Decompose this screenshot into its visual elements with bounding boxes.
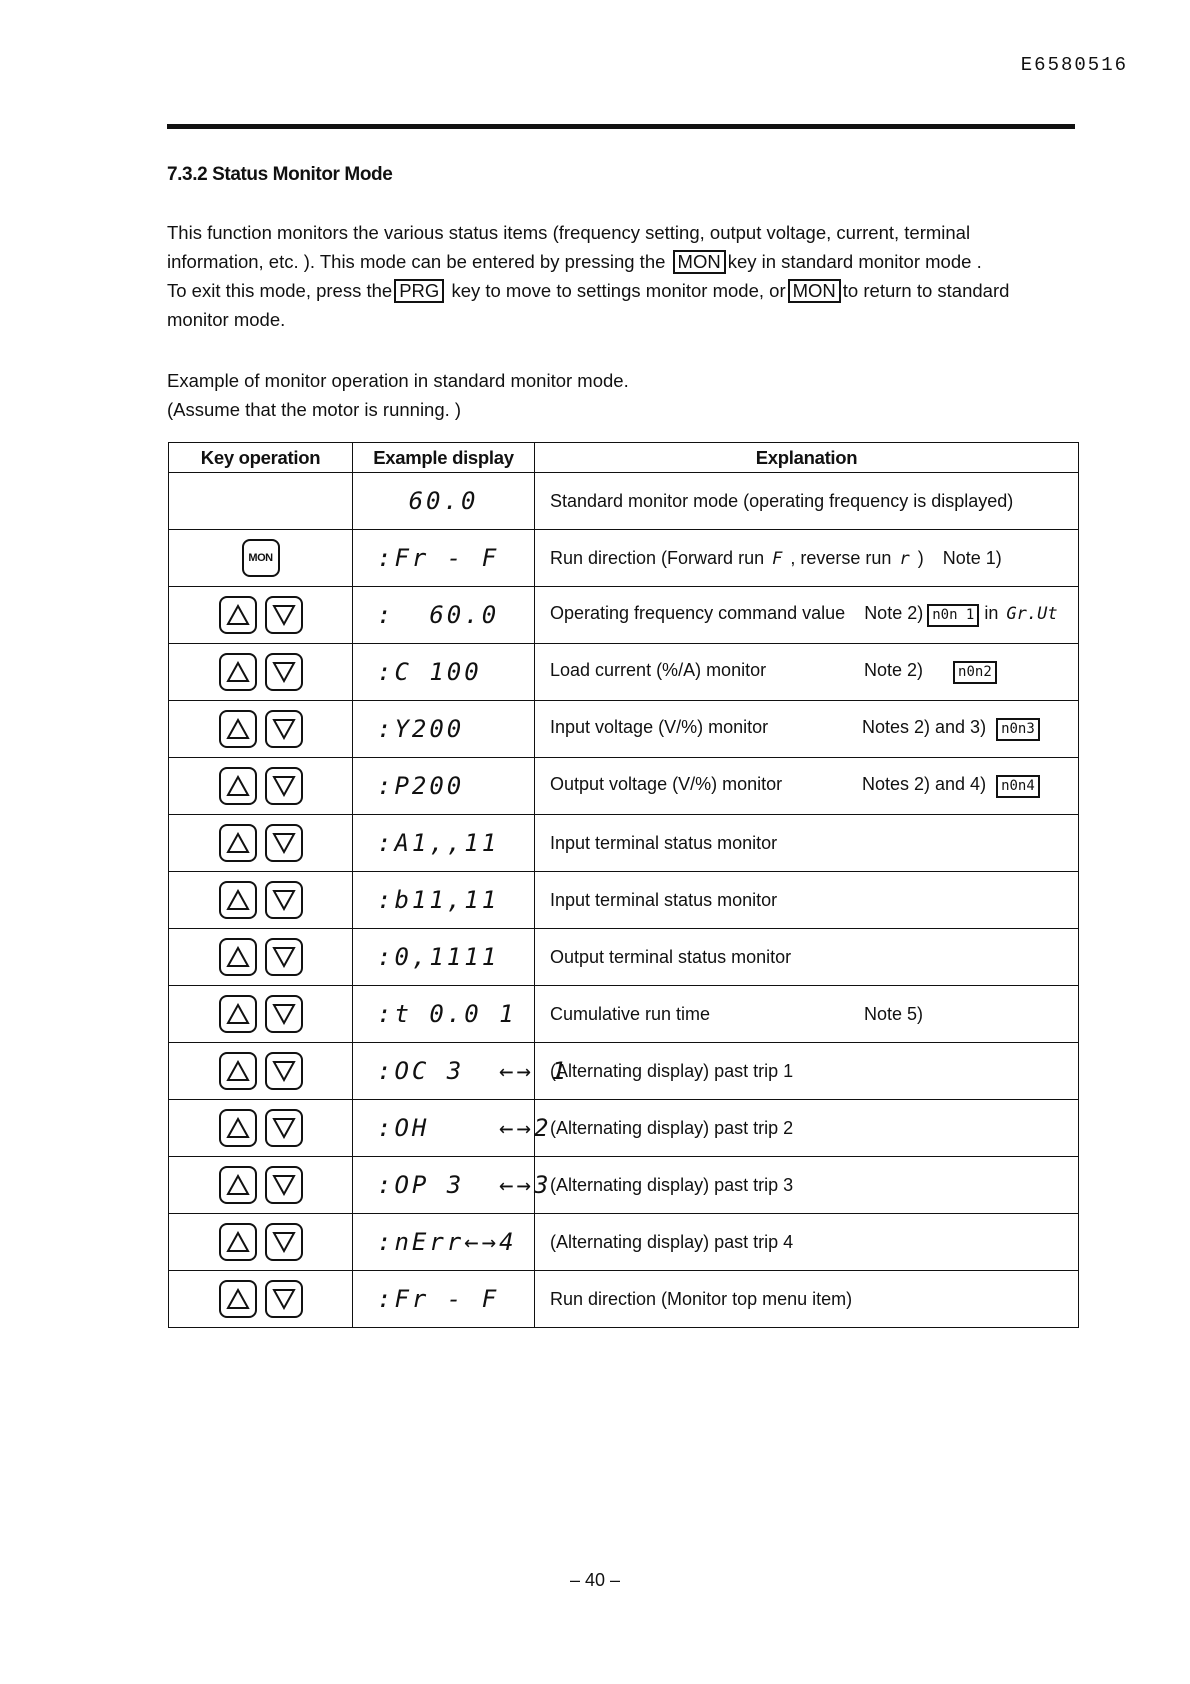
up-triangle-icon <box>226 775 250 797</box>
mon-key-button[interactable]: MON <box>242 539 280 577</box>
explanation-cell: Output terminal status monitor <box>535 929 1079 986</box>
down-triangle-icon <box>272 946 296 968</box>
down-key-button[interactable] <box>265 881 303 919</box>
up-triangle-icon <box>226 1231 250 1253</box>
up-triangle-icon <box>226 832 250 854</box>
down-key-button[interactable] <box>265 1280 303 1318</box>
up-key-button[interactable] <box>219 995 257 1033</box>
up-key-button[interactable] <box>219 596 257 634</box>
explanation-cell: (Alternating display) past trip 3 <box>535 1157 1079 1214</box>
up-key-button[interactable] <box>219 1052 257 1090</box>
intro-line-3-a: To exit this mode, press the <box>167 280 393 301</box>
display-cell: :Y200 <box>353 701 535 758</box>
down-key-button[interactable] <box>265 938 303 976</box>
section-title: 7.3.2 Status Monitor Mode <box>167 164 393 185</box>
note-label: Note 2) <box>864 660 924 680</box>
up-triangle-icon <box>226 1117 250 1139</box>
exp-text-a: Run direction (Forward run <box>550 547 765 568</box>
down-triangle-icon <box>272 1003 296 1025</box>
parameter-code-box: n0n4 <box>996 775 1040 798</box>
table-row <box>169 986 1079 1043</box>
key-cell <box>169 1271 353 1328</box>
display-cell: :P200 <box>353 758 535 815</box>
forward-symbol: F <box>772 548 783 569</box>
explanation-cell: (Alternating display) past trip 2 <box>535 1100 1079 1157</box>
monitor-operation-table <box>168 442 1079 1328</box>
display-cell: :OP 3 ←→3 <box>353 1157 535 1214</box>
example-line-2: (Assume that the motor is running. ) <box>167 399 462 420</box>
note-label: Note 5) <box>864 1003 924 1024</box>
key-cell <box>169 701 353 758</box>
down-triangle-icon <box>272 1117 296 1139</box>
key-cell <box>169 758 353 815</box>
display-cell: :C 100 <box>353 644 535 701</box>
intro-line-4: monitor mode. <box>167 309 286 330</box>
exp-text-b: , reverse run <box>790 547 892 568</box>
down-triangle-icon <box>272 832 296 854</box>
exp-text-a: Output voltage (V/%) monitor <box>550 774 783 794</box>
down-triangle-icon <box>272 661 296 683</box>
up-triangle-icon <box>226 889 250 911</box>
table-row <box>169 587 1079 644</box>
explanation-cell: Run direction (Monitor top menu item) <box>535 1271 1079 1328</box>
up-key-button[interactable] <box>219 938 257 976</box>
reverse-symbol: r <box>899 548 910 569</box>
up-key-button[interactable] <box>219 767 257 805</box>
exp-text-c: ) <box>917 547 924 568</box>
down-triangle-icon <box>272 1174 296 1196</box>
key-cell <box>169 872 353 929</box>
explanation-cell <box>535 644 1079 701</box>
explanation-cell <box>535 986 1079 1043</box>
up-triangle-icon <box>226 718 250 740</box>
explanation-cell: Standard monitor mode (operating frequency is displayed) <box>535 473 1079 530</box>
explanation-cell <box>535 701 1079 758</box>
display-cell: 60.0 <box>353 473 535 530</box>
parameter-code-box: n0n3 <box>996 718 1040 741</box>
intro-line-2-b: key in standard monitor mode . <box>727 251 982 272</box>
note-label: Notes 2) and 3) <box>862 717 987 737</box>
table-row <box>169 701 1079 758</box>
exp-text-a: Operating frequency command value <box>550 603 846 623</box>
mon-key-inline: MON <box>673 250 726 274</box>
key-cell <box>169 1157 353 1214</box>
up-triangle-icon <box>226 1174 250 1196</box>
parameter-code-box: n0n 1 <box>927 604 979 627</box>
display-cell: :Fr - F <box>353 1271 535 1328</box>
document-code: E6580516 <box>1020 54 1128 76</box>
down-key-button[interactable] <box>265 1166 303 1204</box>
up-triangle-icon <box>226 1003 250 1025</box>
key-cell <box>169 1214 353 1271</box>
intro-line-1: This function monitors the various status items (frequency setting, output voltage, current, terminal <box>167 222 971 243</box>
display-cell: :nErr←→4 <box>353 1214 535 1271</box>
exp-text-a: Load current (%/A) monitor <box>550 660 767 680</box>
intro-line-2 <box>167 247 1077 276</box>
key-cell <box>169 929 353 986</box>
down-triangle-icon <box>272 1288 296 1310</box>
up-key-button[interactable] <box>219 1166 257 1204</box>
down-key-button[interactable] <box>265 653 303 691</box>
display-cell: :A1,,11 <box>353 815 535 872</box>
table-row <box>169 1157 1079 1214</box>
table-row <box>169 1043 1079 1100</box>
explanation-cell <box>535 587 1079 644</box>
down-triangle-icon <box>272 1231 296 1253</box>
intro-line-3-b: key to move to settings monitor mode, or <box>451 280 786 301</box>
display-cell: : 60.0 <box>353 587 535 644</box>
up-key-button[interactable] <box>219 1223 257 1261</box>
up-triangle-icon <box>226 661 250 683</box>
table-row <box>169 473 1079 530</box>
up-triangle-icon <box>226 1060 250 1082</box>
up-key-button[interactable] <box>219 1280 257 1318</box>
display-cell: :Fr - F <box>353 530 535 587</box>
display-cell: :OH ←→2 <box>353 1100 535 1157</box>
down-key-button[interactable] <box>265 1109 303 1147</box>
mon-key-inline-2: MON <box>788 279 841 303</box>
explanation-cell: Input terminal status monitor <box>535 815 1079 872</box>
key-cell-empty <box>169 473 353 530</box>
key-cell <box>169 1100 353 1157</box>
down-triangle-icon <box>272 889 296 911</box>
explanation-cell <box>535 758 1079 815</box>
table-header-row <box>169 443 1079 473</box>
table-row <box>169 1271 1079 1328</box>
exp-text-a: Cumulative run time <box>550 1003 711 1024</box>
up-key-button[interactable] <box>219 653 257 691</box>
down-key-button[interactable] <box>265 710 303 748</box>
key-cell <box>169 644 353 701</box>
down-triangle-icon <box>272 1060 296 1082</box>
group-code: Gr.Ut <box>1006 604 1058 624</box>
table-row <box>169 1100 1079 1157</box>
down-key-button[interactable] <box>265 1223 303 1261</box>
up-key-button[interactable] <box>219 881 257 919</box>
prg-key-inline: PRG <box>394 279 444 303</box>
intro-line-2-a: information, etc. ). This mode can be entered by pressing the <box>167 251 666 272</box>
intro-line-3-c: to return to standard <box>842 280 1010 301</box>
header-explanation: Explanation <box>535 443 1079 473</box>
table-row <box>169 872 1079 929</box>
header-key-operation: Key operation <box>169 443 353 473</box>
note-label: Note 1) <box>942 547 1002 568</box>
key-cell <box>169 587 353 644</box>
note-label: Notes 2) and 4) <box>862 774 987 794</box>
key-cell <box>169 986 353 1043</box>
header-example-display: Example display <box>353 443 535 473</box>
explanation-cell <box>535 530 1079 587</box>
down-key-button[interactable] <box>265 1052 303 1090</box>
down-key-button[interactable] <box>265 596 303 634</box>
exp-text-a: Input voltage (V/%) monitor <box>550 717 769 737</box>
key-cell <box>169 530 353 587</box>
explanation-cell: (Alternating display) past trip 1 <box>535 1043 1079 1100</box>
up-triangle-icon <box>226 1288 250 1310</box>
down-key-button[interactable] <box>265 824 303 862</box>
example-line-1: Example of monitor operation in standard monitor mode. <box>167 370 629 391</box>
table-row <box>169 758 1079 815</box>
parameter-code-box: n0n2 <box>953 661 997 684</box>
intro-paragraph <box>167 218 1077 334</box>
up-triangle-icon <box>226 946 250 968</box>
display-cell: :OC 3 ←→ 1 <box>353 1043 535 1100</box>
key-cell <box>169 1043 353 1100</box>
key-cell <box>169 815 353 872</box>
explanation-cell: Input terminal status monitor <box>535 872 1079 929</box>
display-cell: :t 0.0 1 <box>353 986 535 1043</box>
table-row <box>169 815 1079 872</box>
example-intro <box>167 366 629 424</box>
explanation-cell: (Alternating display) past trip 4 <box>535 1214 1079 1271</box>
down-triangle-icon <box>272 604 296 626</box>
table-row <box>169 530 1079 587</box>
intro-line-3 <box>167 276 1077 305</box>
down-key-button[interactable] <box>265 767 303 805</box>
table-row <box>169 929 1079 986</box>
page-number: – 40 – <box>569 1570 621 1590</box>
down-triangle-icon <box>272 718 296 740</box>
table-row <box>169 1214 1079 1271</box>
exp-suffix-pre: in <box>984 603 999 623</box>
up-key-button[interactable] <box>219 824 257 862</box>
up-key-button[interactable] <box>219 710 257 748</box>
header-rule <box>167 124 1075 129</box>
down-key-button[interactable] <box>265 995 303 1033</box>
down-triangle-icon <box>272 775 296 797</box>
display-cell: :b11,11 <box>353 872 535 929</box>
table-row <box>169 644 1079 701</box>
up-triangle-icon <box>226 604 250 626</box>
note-label: Note 2) <box>864 603 924 623</box>
up-key-button[interactable] <box>219 1109 257 1147</box>
display-cell: :0,1111 <box>353 929 535 986</box>
